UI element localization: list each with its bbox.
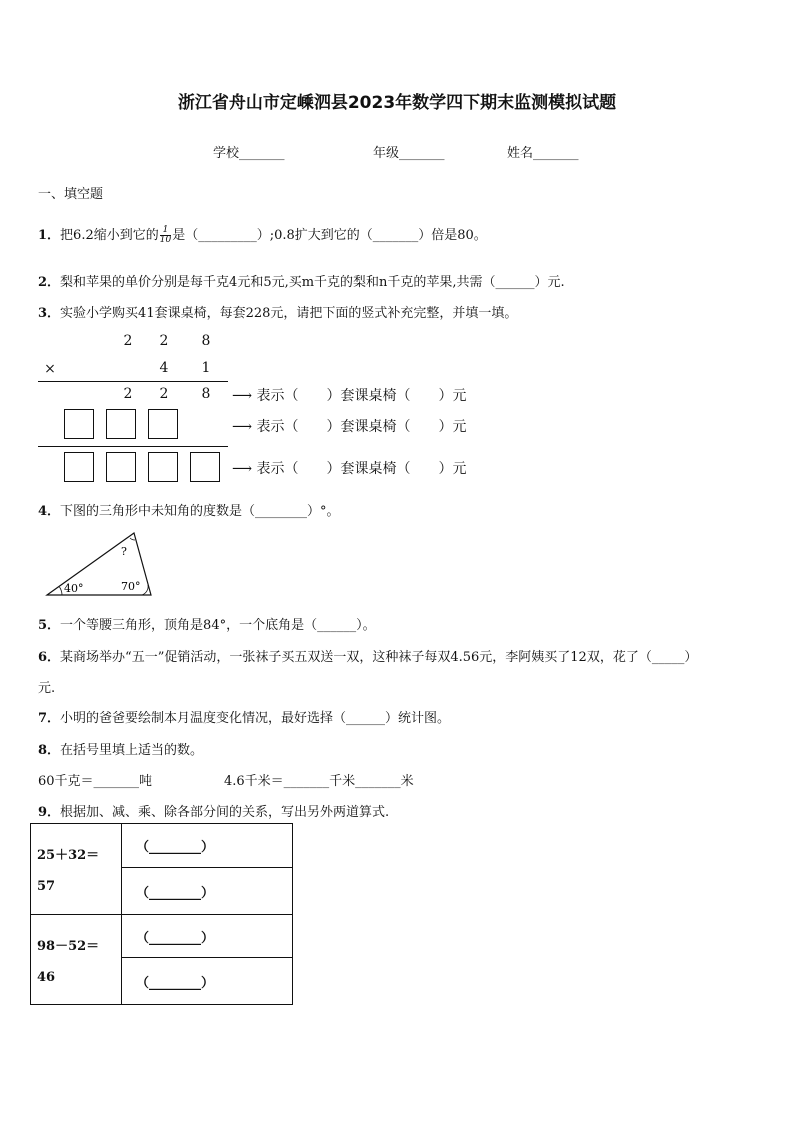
name-field: 姓名_______: [507, 146, 579, 161]
represents-row-3: [232, 458, 467, 478]
answer-cell[interactable]: （________）: [122, 915, 293, 958]
digit: 8: [201, 333, 211, 349]
answer-cell[interactable]: （________）: [122, 958, 293, 1005]
question-3: 3．实验小学购买41套课桌椅，每套228元，请把下面的竖式补充完整，并填一填。: [38, 306, 518, 321]
question-9: 9．根据加、减、乘、除各部分间的关系，写出另外两道算式.: [38, 805, 390, 820]
section-heading: 一、填空题: [38, 187, 104, 202]
table-row: [31, 824, 293, 868]
digit: 2: [159, 386, 169, 402]
times-sign: ×: [44, 361, 56, 377]
fraction-one-tenth: $\frac{1}{10}$: [159, 225, 172, 245]
divider-line: [38, 381, 228, 382]
digit: 2: [123, 333, 133, 349]
equation-cell: 98－52＝ 46: [31, 915, 122, 1005]
answer-box[interactable]: [64, 409, 94, 439]
question-1-number: 1．: [38, 228, 61, 243]
question-8-conversion-b: 4.6千米＝_______千米_______米: [224, 774, 414, 789]
digit: 4: [159, 360, 169, 376]
question-6: 6．某商场举办“五一”促销活动，一张袜子买五双送一双，这种袜子每双4.56元，李阿姨买了12双，花了（_____）: [38, 650, 698, 665]
angle-label-70: 70°: [121, 580, 141, 593]
arrow-icon: ⟶: [232, 388, 253, 404]
operations-table: [30, 823, 293, 1005]
question-1: [38, 224, 487, 245]
angle-arc: [60, 587, 63, 595]
question-6-tail: 元.: [38, 681, 56, 696]
question-8: 8．在括号里填上适当的数。: [38, 743, 204, 758]
answer-cell[interactable]: （________）: [122, 824, 293, 868]
answer-box[interactable]: [190, 452, 220, 482]
angle-arc: [142, 585, 148, 595]
arrow-icon: ⟶: [232, 461, 253, 477]
question-2: 2．梨和苹果的单价分别是每千克4元和5元,买m千克的梨和n千克的苹果,共需（______）元.: [38, 275, 565, 290]
school-field: 学校_______: [213, 146, 285, 161]
represents-label: 表示（ ）套课桌椅（ ）元: [256, 461, 467, 477]
digit: 2: [123, 386, 133, 402]
question-1-text-a: 把6.2缩小到它的: [60, 228, 159, 243]
unknown-angle-label: ?: [121, 545, 127, 558]
represents-row-1: [232, 385, 467, 405]
equation-cell: 25＋32＝ 57: [31, 824, 122, 915]
grade-field: 年级_______: [373, 146, 445, 161]
triangle-figure: [44, 530, 156, 600]
angle-arc: [130, 538, 135, 540]
question-8-conversion-a: 60千克＝_______吨: [38, 774, 153, 789]
answer-box[interactable]: [106, 452, 136, 482]
question-4: 4．下图的三角形中未知角的度数是（________）°。: [38, 504, 340, 519]
arrow-icon: ⟶: [232, 419, 253, 435]
answer-box[interactable]: [106, 409, 136, 439]
represents-label: 表示（ ）套课桌椅（ ）元: [256, 419, 467, 435]
page-title: 浙江省舟山市定嵊泗县2023年数学四下期末监测模拟试题: [177, 93, 617, 113]
table-row: [31, 915, 293, 958]
represents-label: 表示（ ）套课桌椅（ ）元: [256, 388, 467, 404]
angle-label-40: 40°: [64, 582, 84, 595]
question-5: 5．一个等腰三角形，顶角是84°，一个底角是（______）。: [38, 618, 376, 633]
divider-line: [38, 446, 228, 447]
answer-box[interactable]: [148, 409, 178, 439]
digit: 2: [159, 333, 169, 349]
digit: 8: [201, 386, 211, 402]
represents-row-2: [232, 416, 467, 436]
answer-cell[interactable]: （________）: [122, 868, 293, 915]
question-1-text-b: 是（_________）;0.8扩大到它的（_______）倍是80。: [172, 228, 487, 243]
question-7: 7．小明的爸爸要绘制本月温度变化情况，最好选择（______）统计图。: [38, 711, 451, 726]
answer-box[interactable]: [64, 452, 94, 482]
digit: 1: [201, 360, 211, 376]
answer-box[interactable]: [148, 452, 178, 482]
